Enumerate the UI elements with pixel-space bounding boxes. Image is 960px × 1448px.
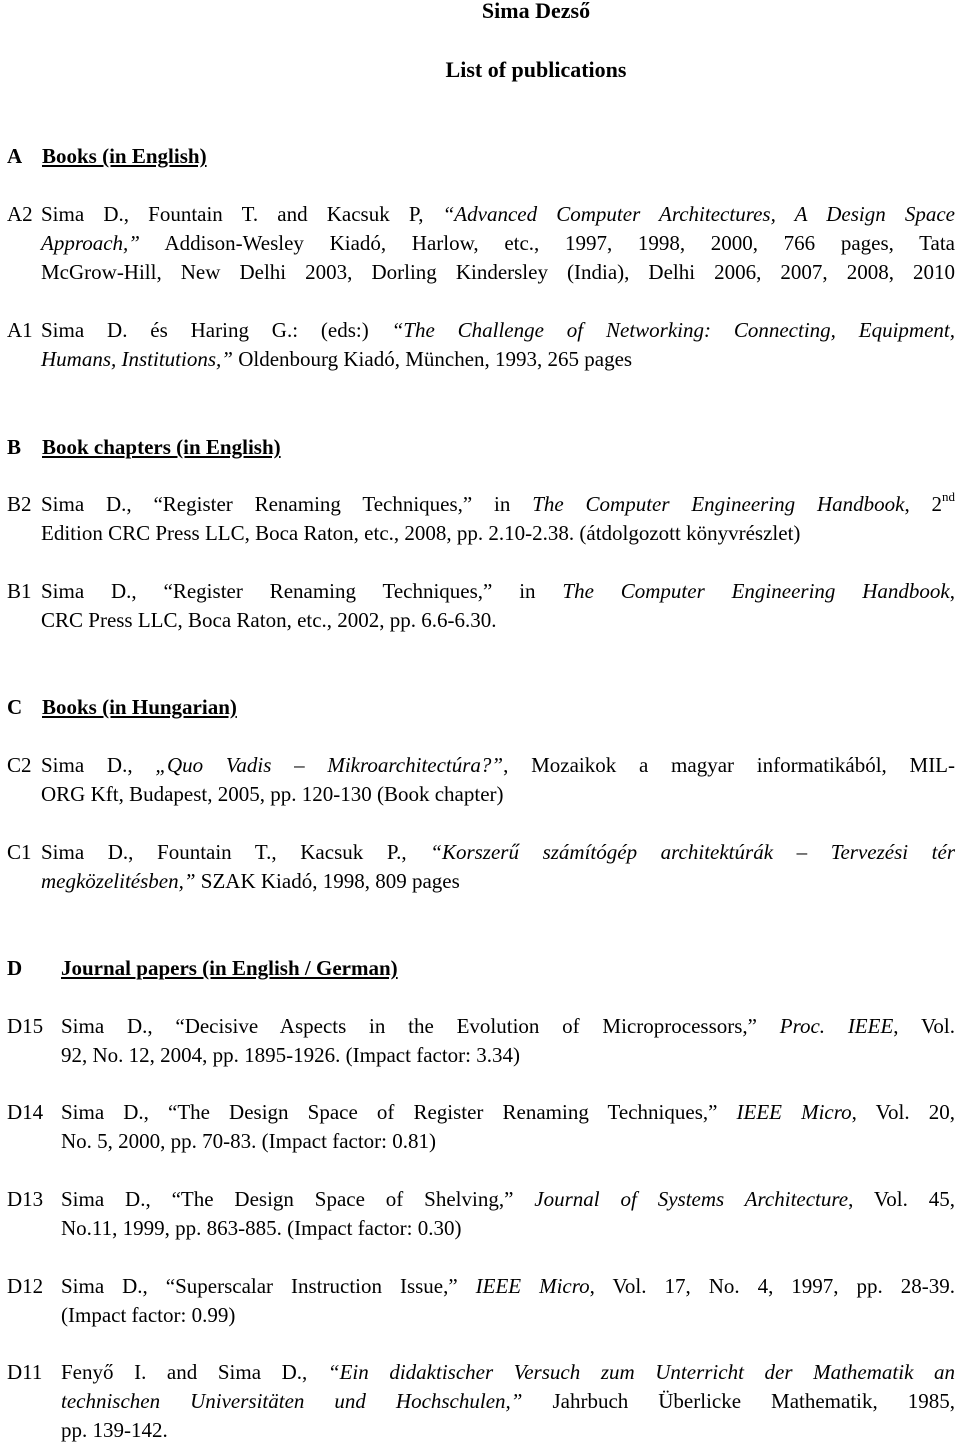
entry-line: Humans, Institutions,” Oldenbourg Kiadó, München, 1993, 265 pages xyxy=(41,347,633,371)
entry-line: pp. 139-142. xyxy=(61,1418,168,1442)
entry-line: Sima D., “Register Renaming Techniques,” in The Computer Engineering Handbook, 2nd xyxy=(41,489,956,516)
section-heading: Books (in English) xyxy=(42,144,207,168)
entry-code: C2 xyxy=(7,753,32,777)
entry-line: 92, No. 12, 2004, pp. 1895-1926. (Impact factor: 3.34) xyxy=(61,1043,520,1067)
entry-code: D14 xyxy=(7,1100,44,1124)
entry-line: Sima D., “Superscalar Instruction Issue,” IEEE Micro, Vol. 17, No. 4, 1997, pp. 28-39. xyxy=(61,1274,955,1298)
entry-code: D12 xyxy=(7,1274,44,1298)
section-letter: C xyxy=(7,695,23,719)
entry-line: Fenyő I. and Sima D., “Ein didaktischer Versuch zum Unterricht der Mathematik an xyxy=(61,1360,955,1384)
entry-code: B1 xyxy=(7,579,32,603)
entry-code: D15 xyxy=(7,1014,44,1038)
entry-code: C1 xyxy=(7,840,32,864)
document-title: List of publications xyxy=(445,57,627,82)
section-c-header xyxy=(7,693,237,722)
entry-code: D13 xyxy=(7,1187,44,1211)
entry-code: B2 xyxy=(7,492,32,516)
entry-line: CRC Press LLC, Boca Raton, etc., 2002, pp. 6.6-6.30. xyxy=(41,608,497,632)
entry-line: Sima D., Fountain T. and Kacsuk P, “Advanced Computer Architectures, A Design Space xyxy=(41,202,956,226)
entry-line: No.11, 1999, pp. 863-885. (Impact factor: 0.30) xyxy=(61,1216,462,1240)
entry-line: Sima D., “The Design Space of Register Renaming Techniques,” IEEE Micro, Vol. 20, xyxy=(61,1100,955,1124)
author-name: Sima Dezső xyxy=(481,0,591,23)
section-d-header xyxy=(7,954,398,983)
entry-line: Sima D. és Haring G.: (eds:) “The Challenge of Networking: Connecting, Equipment, xyxy=(41,318,955,342)
entry-line: Sima D., “The Design Space of Shelving,” Journal of Systems Architecture, Vol. 45, xyxy=(61,1187,956,1211)
section-heading: Book chapters (in English) xyxy=(42,435,281,459)
entry-line: Sima D., “Register Renaming Techniques,” in The Computer Engineering Handbook, xyxy=(41,579,956,603)
entry-code: D11 xyxy=(7,1360,43,1384)
entry-line: (Impact factor: 0.99) xyxy=(61,1303,236,1327)
entry-line: Sima D., „Quo Vadis – Mikroarchitectúra?”, Mozaikok a magyar informatikából, MIL- xyxy=(41,753,956,777)
entry-line: megközelitésben,” SZAK Kiadó, 1998, 809 pages xyxy=(41,869,460,893)
section-letter: A xyxy=(7,144,23,168)
entry-code: A1 xyxy=(7,318,33,342)
entry-line: Sima D., Fountain T., Kacsuk P., “Korszerű számítógép architektúrák – Tervezési tér xyxy=(41,840,955,864)
section-heading: Books (in Hungarian) xyxy=(42,695,237,719)
section-a-header xyxy=(7,142,207,171)
section-heading: Journal papers (in English / German) xyxy=(61,956,398,980)
entry-line: Sima D., “Decisive Aspects in the Evolution of Microprocessors,” Proc. IEEE, Vol. xyxy=(61,1014,955,1038)
entry-line: Edition CRC Press LLC, Boca Raton, etc., 2008, pp. 2.10-2.38. (átdolgozott könyvrészlet) xyxy=(41,521,801,545)
entry-line: McGrow-Hill, New Delhi 2003, Dorling Kindersley (India), Delhi 2006, 2007, 2008, 2010 xyxy=(41,260,955,284)
entry-code: A2 xyxy=(7,202,33,226)
entry-line: No. 5, 2000, pp. 70-83. (Impact factor: 0.81) xyxy=(61,1129,436,1153)
entry-line: technischen Universitäten und Hochschulen,” Jahrbuch Überlicke Mathematik, 1985, xyxy=(61,1389,955,1413)
section-letter: B xyxy=(7,435,22,459)
section-letter: D xyxy=(7,956,23,980)
section-b-header xyxy=(7,433,281,462)
entry-line: Approach,” Addison-Wesley Kiadó, Harlow, etc., 1997, 1998, 2000, 766 pages, Tata xyxy=(41,231,955,255)
entry-line: ORG Kft, Budapest, 2005, pp. 120-130 (Book chapter) xyxy=(41,782,504,806)
